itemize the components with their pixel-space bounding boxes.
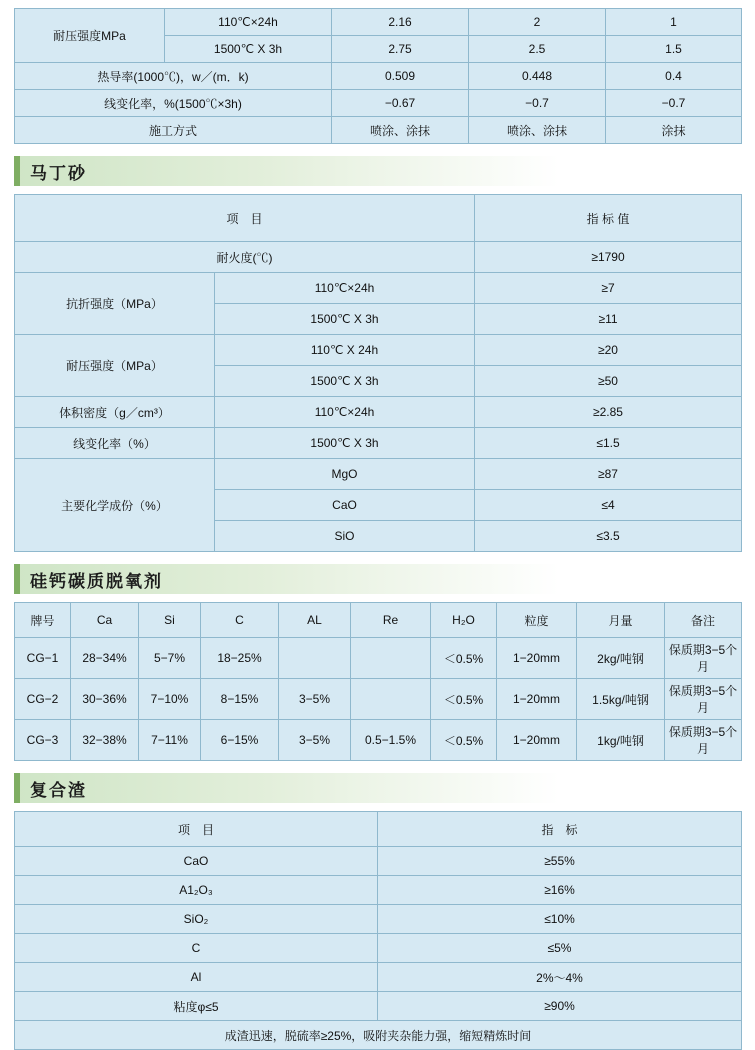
table-row xyxy=(15,397,742,428)
row-label: 施工方式 xyxy=(15,117,332,144)
header-cell: Re xyxy=(351,603,431,638)
spec-value: ≥87 xyxy=(475,459,742,490)
cell-re xyxy=(351,638,431,679)
spec-condition: 1500℃ X 3h xyxy=(215,428,475,459)
spec-value: ≤10% xyxy=(378,905,742,934)
spec-condition: 1500℃ X 3h xyxy=(215,304,475,335)
row-label: 线变化率，%(1500℃×3h) xyxy=(15,90,332,117)
value-col2: 0.448 xyxy=(469,63,606,90)
table-footer-row xyxy=(15,1021,742,1050)
cell-ca: 32−38% xyxy=(71,720,139,761)
row-condition: 1500℃ X 3h xyxy=(165,36,332,63)
value-col3: 涂抹 xyxy=(606,117,742,144)
madingsha-spec-table xyxy=(14,194,742,552)
spec-name: 主要化学成份（%） xyxy=(15,459,215,552)
cell-dosage: 1kg/吨钢 xyxy=(577,720,665,761)
cell-grade: CG−2 xyxy=(15,679,71,720)
spec-condition: MgO xyxy=(215,459,475,490)
cell-remark: 保质期3−5个月 xyxy=(665,638,742,679)
header-cell: 备注 xyxy=(665,603,742,638)
spec-value: ≥55% xyxy=(378,847,742,876)
header-cell: 粒度 xyxy=(497,603,577,638)
cell-re: 0.5−1.5% xyxy=(351,720,431,761)
deoxidizer-composition-table xyxy=(14,602,742,761)
table-row xyxy=(15,273,742,304)
table-row xyxy=(15,847,742,876)
header-item: 项 目 xyxy=(15,812,378,847)
cell-ca: 30−36% xyxy=(71,679,139,720)
table-row xyxy=(15,876,742,905)
cell-c: 6−15% xyxy=(201,720,279,761)
value-col2: 2 xyxy=(469,9,606,36)
top-spacer xyxy=(14,0,741,8)
value-col3: 1 xyxy=(606,9,742,36)
cell-grade: CG−3 xyxy=(15,720,71,761)
spec-condition: 1500℃ X 3h xyxy=(215,366,475,397)
spec-value: ≥50 xyxy=(475,366,742,397)
value-col3: 0.4 xyxy=(606,63,742,90)
section-heading-madingsha xyxy=(14,156,741,186)
section-title: 复合渣 xyxy=(30,781,87,801)
spec-name: C xyxy=(15,934,378,963)
cell-size: 1−20mm xyxy=(497,679,577,720)
header-cell: AL xyxy=(279,603,351,638)
value-col2: 喷涂、涂抹 xyxy=(469,117,606,144)
cell-al: 3−5% xyxy=(279,720,351,761)
spec-value: ≥1790 xyxy=(475,242,742,273)
table-row xyxy=(15,934,742,963)
spec-value: ≥11 xyxy=(475,304,742,335)
table-row xyxy=(15,428,742,459)
spec-value: ≥16% xyxy=(378,876,742,905)
spec-condition: CaO xyxy=(215,490,475,521)
fuhezha-spec-table xyxy=(14,811,742,1050)
table-row xyxy=(15,679,742,720)
section-title: 硅钙碳质脱氧剂 xyxy=(30,572,163,592)
heading-accent-bar xyxy=(14,773,20,803)
header-value: 指 标 值 xyxy=(475,195,742,242)
value-col3: −0.7 xyxy=(606,90,742,117)
spec-value: ≥20 xyxy=(475,335,742,366)
row-condition: 110℃×24h xyxy=(165,9,332,36)
section-title: 马丁砂 xyxy=(30,164,87,184)
heading-accent-bar xyxy=(14,564,20,594)
heading-accent-bar xyxy=(14,156,20,186)
value-col3: 1.5 xyxy=(606,36,742,63)
table-row xyxy=(15,90,742,117)
spec-value: ≥2.85 xyxy=(475,397,742,428)
header-item: 项 目 xyxy=(15,195,475,242)
spec-name: 抗折强度（MPa） xyxy=(15,273,215,335)
cell-size: 1−20mm xyxy=(497,720,577,761)
spec-condition: SiO xyxy=(215,521,475,552)
spec-condition: 110℃ X 24h xyxy=(215,335,475,366)
table-row xyxy=(15,63,742,90)
value-col1: 喷涂、涂抹 xyxy=(332,117,469,144)
cell-si: 7−10% xyxy=(139,679,201,720)
table-row xyxy=(15,335,742,366)
spec-condition: 110℃×24h xyxy=(215,397,475,428)
table-row xyxy=(15,638,742,679)
spec-name: 耐压强度（MPa） xyxy=(15,335,215,397)
spec-name: 耐火度(℃) xyxy=(15,242,475,273)
cell-h2o: ＜0.5% xyxy=(431,679,497,720)
cell-grade: CG−1 xyxy=(15,638,71,679)
header-cell: 牌号 xyxy=(15,603,71,638)
cell-si: 5−7% xyxy=(139,638,201,679)
cell-size: 1−20mm xyxy=(497,638,577,679)
cell-h2o: ＜0.5% xyxy=(431,720,497,761)
spec-name: 线变化率（%） xyxy=(15,428,215,459)
cell-c: 18−25% xyxy=(201,638,279,679)
cell-re xyxy=(351,679,431,720)
table-row xyxy=(15,459,742,490)
cell-al: 3−5% xyxy=(279,679,351,720)
value-col1: 2.75 xyxy=(332,36,469,63)
spec-name: CaO xyxy=(15,847,378,876)
cell-dosage: 1.5kg/吨钢 xyxy=(577,679,665,720)
spec-name: 粘度φ≤5 xyxy=(15,992,378,1021)
cell-ca: 28−34% xyxy=(71,638,139,679)
cell-remark: 保质期3−5个月 xyxy=(665,679,742,720)
table-row xyxy=(15,117,742,144)
cell-dosage: 2kg/吨钢 xyxy=(577,638,665,679)
header-cell: Ca xyxy=(71,603,139,638)
spec-value: ≥90% xyxy=(378,992,742,1021)
spec-value: ≤5% xyxy=(378,934,742,963)
table-header-row xyxy=(15,812,742,847)
value-col1: −0.67 xyxy=(332,90,469,117)
value-col1: 2.16 xyxy=(332,9,469,36)
header-cell: 月量 xyxy=(577,603,665,638)
table-row xyxy=(15,905,742,934)
value-col2: 2.5 xyxy=(469,36,606,63)
value-col2: −0.7 xyxy=(469,90,606,117)
spec-value: ≤3.5 xyxy=(475,521,742,552)
table-header-row xyxy=(15,195,742,242)
table-row xyxy=(15,9,742,36)
spec-condition: 110℃×24h xyxy=(215,273,475,304)
header-value: 指 标 xyxy=(378,812,742,847)
refractory-properties-table xyxy=(14,8,742,144)
table-row xyxy=(15,720,742,761)
header-cell: Si xyxy=(139,603,201,638)
table-row xyxy=(15,242,742,273)
cell-al xyxy=(279,638,351,679)
spec-name: SiO₂ xyxy=(15,905,378,934)
section-heading-fuhezha xyxy=(14,773,741,803)
spec-value: ≤4 xyxy=(475,490,742,521)
spec-value: 2%～4% xyxy=(378,963,742,992)
cell-h2o: ＜0.5% xyxy=(431,638,497,679)
footer-note: 成渣迅速，脱硫率≥25%，吸附夹杂能力强，缩短精炼时间 xyxy=(15,1021,742,1050)
value-col1: 0.509 xyxy=(332,63,469,90)
cell-c: 8−15% xyxy=(201,679,279,720)
row-label: 热导率(1000℃)，w／(m．k) xyxy=(15,63,332,90)
spec-name: A1₂O₃ xyxy=(15,876,378,905)
section-heading-deoxidizer xyxy=(14,564,741,594)
spec-name: 体积密度（g／cm³） xyxy=(15,397,215,428)
row-label: 耐压强度MPa xyxy=(15,9,165,63)
spec-name: Al xyxy=(15,963,378,992)
cell-remark: 保质期3−5个月 xyxy=(665,720,742,761)
spec-value: ≤1.5 xyxy=(475,428,742,459)
table-header-row xyxy=(15,603,742,638)
spec-value: ≥7 xyxy=(475,273,742,304)
header-cell: H₂O xyxy=(431,603,497,638)
cell-si: 7−11% xyxy=(139,720,201,761)
table-row xyxy=(15,963,742,992)
header-cell: C xyxy=(201,603,279,638)
table-row xyxy=(15,992,742,1021)
